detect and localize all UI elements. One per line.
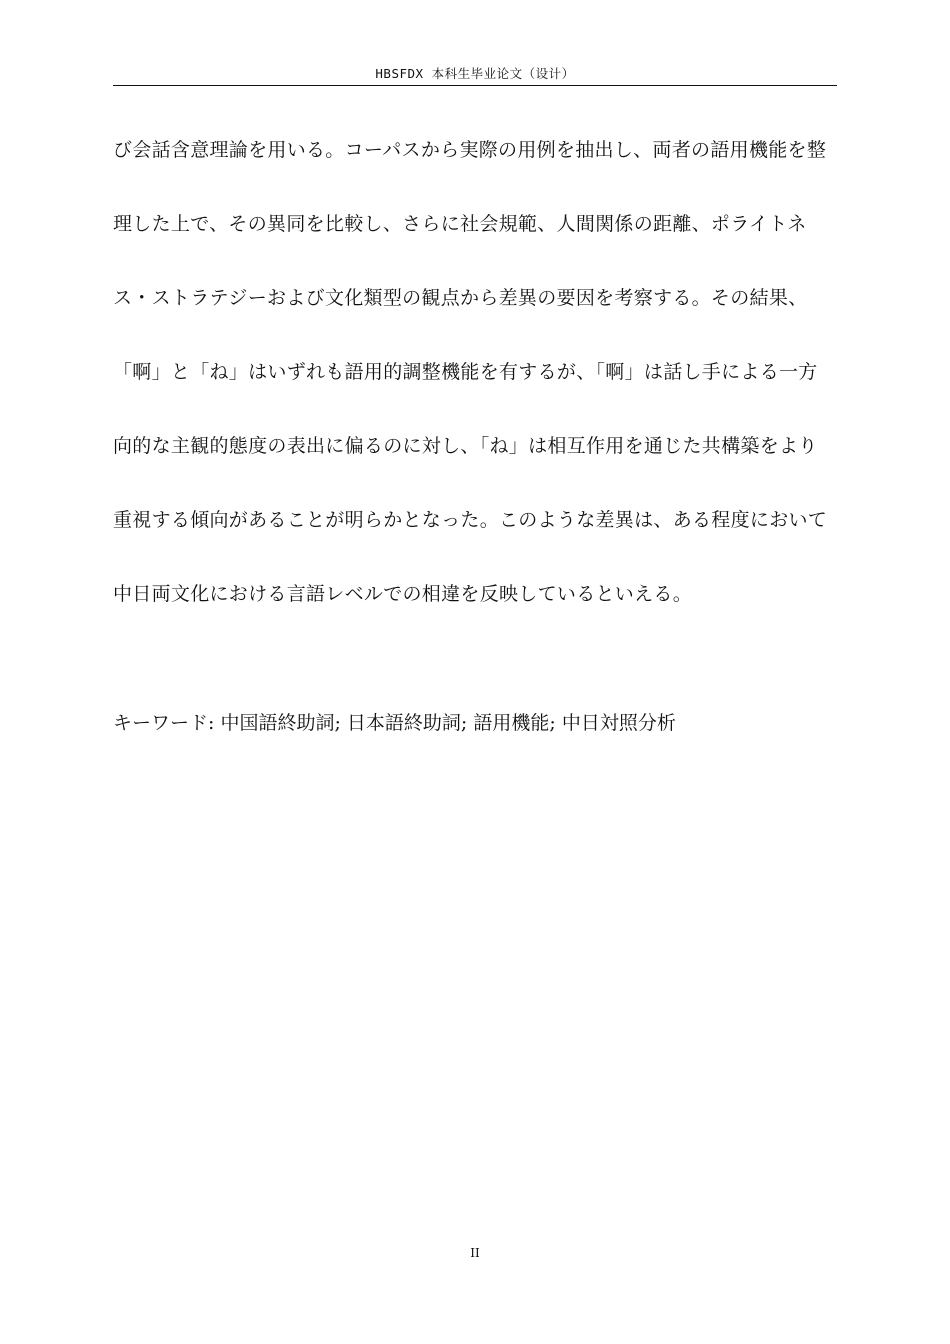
page-number: II	[470, 1246, 480, 1260]
abstract-line-6: 重視する傾向があることが明らかとなった。このような差異は、ある程度において	[113, 509, 828, 531]
abstract-line-3: ス・ストラテジーおよび文化類型の観点から差異の要因を考察する。その結果、	[113, 287, 808, 309]
header-rule	[113, 85, 837, 86]
abstract-line-4: 「啊」と「ね」はいずれも語用的調整機能を有するが、「啊」は話し手による一方	[113, 361, 818, 383]
abstract-line-2: 理した上で、その異同を比較し、さらに社会規範、人間関係の距離、ポライトネ	[113, 213, 807, 235]
abstract-body	[113, 131, 853, 649]
keyword-item: 語用機能;	[473, 712, 556, 734]
page-header: HBSFDX 本科生毕业论文（设计）	[375, 66, 575, 81]
keywords-line	[113, 704, 676, 742]
keyword-item: 中国語終助詞;	[220, 712, 341, 734]
abstract-line-1: び会話含意理論を用いる。コーパスから実際の用例を抽出し、両者の語用機能を整	[113, 139, 827, 161]
keywords-label: キーワード:	[113, 712, 215, 734]
keyword-item: 中日対照分析	[561, 712, 676, 734]
keyword-item: 日本語終助詞;	[346, 712, 468, 734]
abstract-line-5: 向的な主観的態度の表出に偏るのに対し、「ね」は相互作用を通じた共構築をより	[113, 435, 818, 457]
abstract-line-7: 中日両文化における言語レベルでの相違を反映しているといえる。	[113, 583, 693, 605]
